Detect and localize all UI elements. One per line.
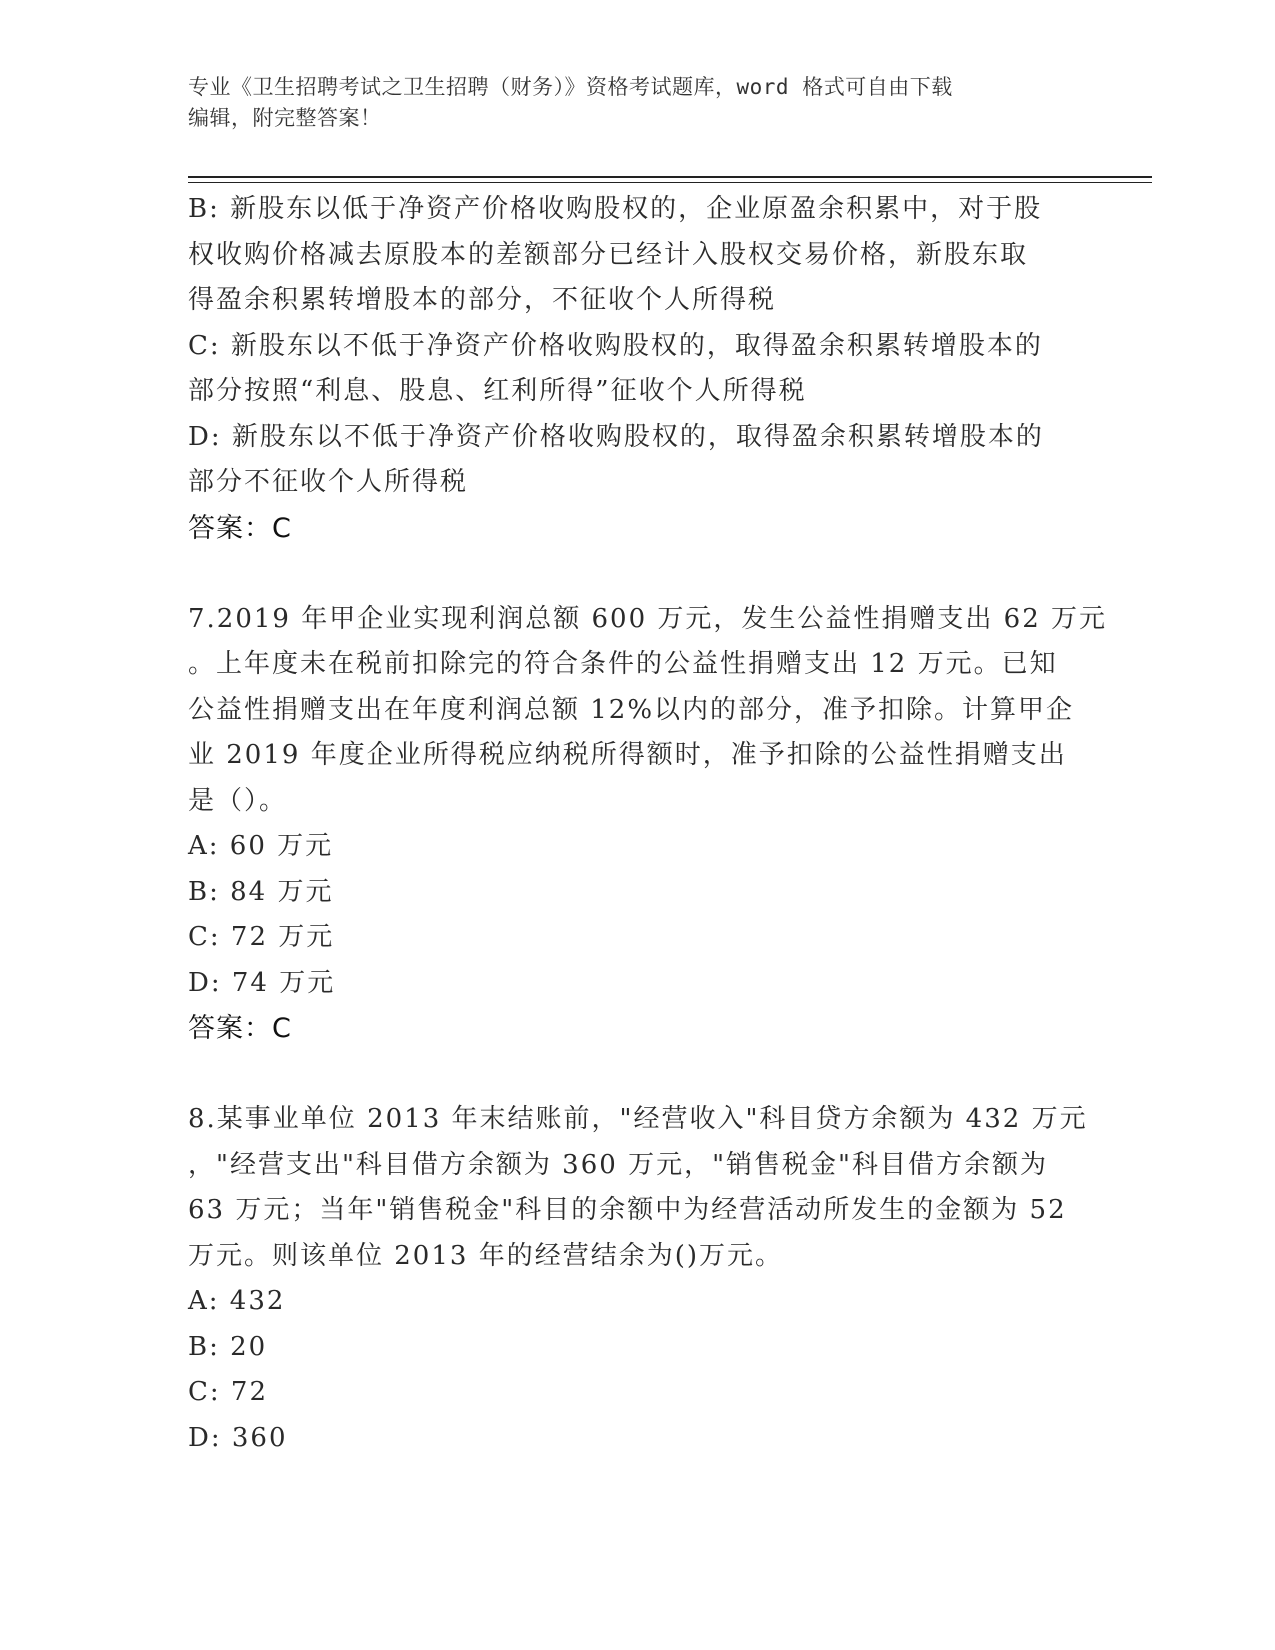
question-stem-line: 万元。则该单位 2013 年的经营结余为()万元。 bbox=[188, 1240, 783, 1271]
question-8 bbox=[188, 1097, 1088, 1461]
question-stem-line: 公益性捐赠支出在年度利润总额 12%以内的部分，准予扣除。计算甲企 bbox=[188, 694, 1075, 725]
option-b-line: 权收购价格减去原股本的差额部分已经计入股权交易价格，新股东取 bbox=[188, 239, 1029, 270]
answer-label: 答案：C bbox=[188, 1013, 292, 1044]
option-b-line: 得盈余积累转增股本的部分，不征收个人所得税 bbox=[188, 285, 777, 315]
option-c-line: 部分按照“利息、股息、红利所得”征收个人所得税 bbox=[188, 376, 807, 406]
question-7 bbox=[188, 597, 1108, 1052]
question-stem-line: 是（）。 bbox=[188, 785, 288, 816]
page-header bbox=[188, 72, 1088, 134]
option-a: A: 60 万元 bbox=[188, 831, 334, 861]
header-line: 专业《卫生招聘考试之卫生招聘（财务）》资格考试题库，word 格式可自由下载 bbox=[188, 75, 953, 99]
answer-label: 答案：C bbox=[188, 512, 292, 544]
question-stem-line: 。上年度未在税前扣除完的符合条件的公益性捐赠支出 12 万元。已知 bbox=[188, 649, 1058, 679]
question-stem-line: 业 2019 年度企业所得税应纳税所得额时，准予扣除的公益性捐赠支出 bbox=[188, 740, 1067, 770]
option-d: D: 360 bbox=[188, 1422, 288, 1453]
question-stem-line: 8.某事业单位 2013 年末结账前，"经营收入"科目贷方余额为 432 万元 bbox=[188, 1104, 1088, 1134]
option-c: C: 72 万元 bbox=[188, 922, 335, 952]
option-b-line: B: 新股东以低于净资产价格收购股权的，企业原盈余积累中，对于股 bbox=[188, 194, 1043, 224]
spacer bbox=[188, 1052, 1088, 1098]
header-line: 编辑，附完整答案！ bbox=[188, 106, 382, 130]
option-d: D: 74 万元 bbox=[188, 967, 336, 998]
option-d-line: D: 新股东以不低于净资产价格收购股权的，取得盈余积累转增股本的 bbox=[188, 421, 1044, 452]
header-divider-thin bbox=[188, 182, 1152, 183]
question-stem-line: 63 万元；当年"销售税金"科目的余额中为经营活动所发生的金额为 52 bbox=[188, 1195, 1067, 1225]
spacer bbox=[188, 551, 1088, 597]
option-d-line: 部分不征收个人所得税 bbox=[188, 467, 469, 497]
option-c-line: C: 新股东以不低于净资产价格收购股权的，取得盈余积累转增股本的 bbox=[188, 330, 1043, 361]
option-a: A: 432 bbox=[188, 1286, 286, 1316]
option-b: B: 20 bbox=[188, 1331, 268, 1362]
prev-question-options bbox=[188, 187, 1088, 551]
option-b: B: 84 万元 bbox=[188, 876, 334, 907]
document-body bbox=[188, 187, 1108, 1461]
option-c: C: 72 bbox=[188, 1377, 269, 1407]
header-divider bbox=[188, 176, 1152, 178]
question-stem-line: 7.2019 年甲企业实现利润总额 600 万元，发生公益性捐赠支出 62 万元 bbox=[188, 603, 1108, 634]
question-stem-line: ，"经营支出"科目借方余额为 360 万元，"销售税金"科目借方余额为 bbox=[188, 1149, 1048, 1180]
